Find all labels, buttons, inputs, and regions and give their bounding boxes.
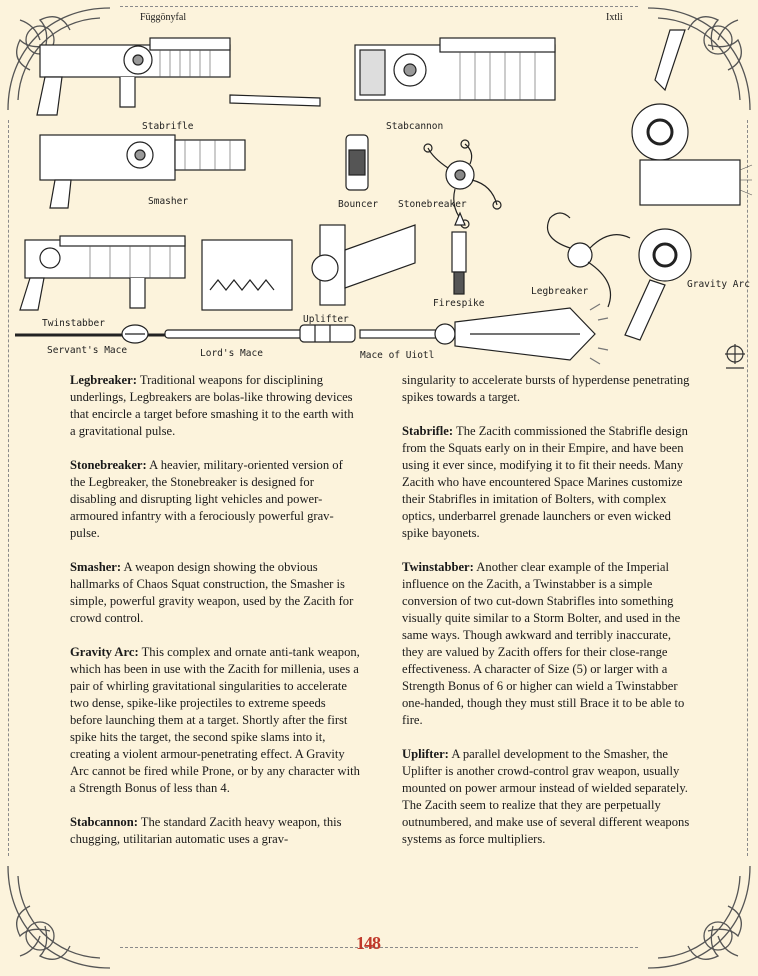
corner-ornament-bottom-right [638,856,758,976]
entry-twinstabber [402,559,692,729]
page-number: 148 [356,933,380,953]
label-bouncer: Bouncer [338,199,379,210]
label-stabcannon: Stabcannon [386,121,444,132]
corner-ornament-bottom-left [0,856,120,976]
entry-text: Traditional weapons for disciplining underlings, Legbreakers are bolas-like throwing devices that encircle a target before smashing it to the earth with a gravitational pulse. [70,373,354,438]
label-gravity-arc: Gravity Arc [687,279,750,290]
header-right: Ixtli [606,12,623,23]
entry-text: The Zacith commissioned the Stabrifle design from the Squats early on in their Empire, and have been using it ever since, modifying it to fit their needs. Many Zacith who have encountered Space Marines customize their Stabrifles in imitation of Bolters, with complex optics, underbarrel grenade launchers or even wicked spike bayonets. [402,424,688,540]
artist-logo-icon [720,342,750,372]
lords-mace-drawing [165,325,355,342]
entry-stabcannon-continued [402,372,692,406]
label-smasher: Smasher [148,196,189,207]
entry-text: A heavier, military-oriented version of the Legbreaker, the Stonebreaker is designed for disabling and disrupting light vehicles and power-armoured infantry with a ferociously powerful grav-pulse. [70,458,343,540]
entry-text: A parallel development to the Smasher, the Uplifter is another crowd-control grav weapon, usually mounted on power armour instead of wielded separately. The Zacith seem to realize that they are perpetually outnumbered, and make use of several different weapons systems as force multipliers. [402,747,690,846]
entry-gravity-arc [70,644,360,797]
entry-term: Stabcannon: [70,815,138,829]
twinstabber-drawing [20,236,185,310]
text-column-left [70,372,360,865]
label-lords-mace: Lord's Mace [200,348,263,359]
header-left: Függönyfal [140,12,187,23]
entry-text: Another clear example of the Imperial influence on the Zacith, a Twinstabber is a simple conversion of two cut-down Stabrifles into something visually quite similar to a Storm Bolter, and used in the same ways. Though awkward and terribly inaccurate, they are valued by Zacith offers for their close-range effectiveness. A character of Size (5) or larger with a Strength Bonus of 6 or higher can wield a Twinstabber one-handed, though they must still Brace it to be able to fire. [402,560,685,727]
entry-text: The standard Zacith heavy weapon, this chugging, utilitarian automatic uses a grav- [70,815,342,846]
label-uplifter: Uplifter [303,314,349,325]
entry-term: Stabrifle: [402,424,454,438]
weapons-illustration [0,0,758,370]
stabrifle-drawing [37,38,320,115]
label-stabrifle: Stabrifle [142,121,194,132]
entry-term: Gravity Arc: [70,645,139,659]
stabcannon-drawing [355,38,555,100]
entry-text: A weapon design showing the obvious hallmarks of Chaos Squat construction, the Smasher is simple, powerful gravity weapon, used by the Zacith for crowd control. [70,560,354,625]
firespike-drawing [452,213,466,294]
entry-term: Twinstabber: [402,560,474,574]
entry-text: This complex and ornate anti-tank weapon, which has been in use with the Zacith for millenia, uses a pair of whirling gravitational singularities to accelerate two dense, spike-like projectiles to extreme speeds before launching them at a target. Shortly after the first spike hits the target, the second spike slams into it, creating a violent armour-penetrating effect. A Gravity Arc cannot be fired while Prone, or by any character with a Strength Bonus of less than 4. [70,645,360,795]
entry-legbreaker [70,372,360,440]
entry-term: Uplifter: [402,747,449,761]
label-stonebreaker: Stonebreaker [398,199,467,210]
entry-stabrifle [402,423,692,542]
gravity-arc-drawing [625,30,752,340]
label-mace-of-uiotl: Mace of Uiotl [360,350,435,361]
entry-uplifter [402,746,692,848]
uplifter-drawing [202,225,415,310]
stonebreaker-drawing [424,140,501,228]
entry-smasher [70,559,360,627]
entry-term: Smasher: [70,560,122,574]
bouncer-drawing [346,135,368,190]
entry-stonebreaker [70,457,360,542]
label-firespike: Firespike [433,298,485,309]
label-twinstabber: Twinstabber [42,318,105,329]
text-column-right [402,372,692,865]
smasher-drawing [40,135,245,208]
label-servants-mace: Servant's Mace [47,345,128,356]
label-legbreaker: Legbreaker [531,286,589,297]
entry-term: Legbreaker: [70,373,137,387]
entry-text: singularity to accelerate bursts of hyperdense penetrating spikes towards a target. [402,373,690,404]
entry-stabcannon [70,814,360,848]
entry-term: Stonebreaker: [70,458,147,472]
